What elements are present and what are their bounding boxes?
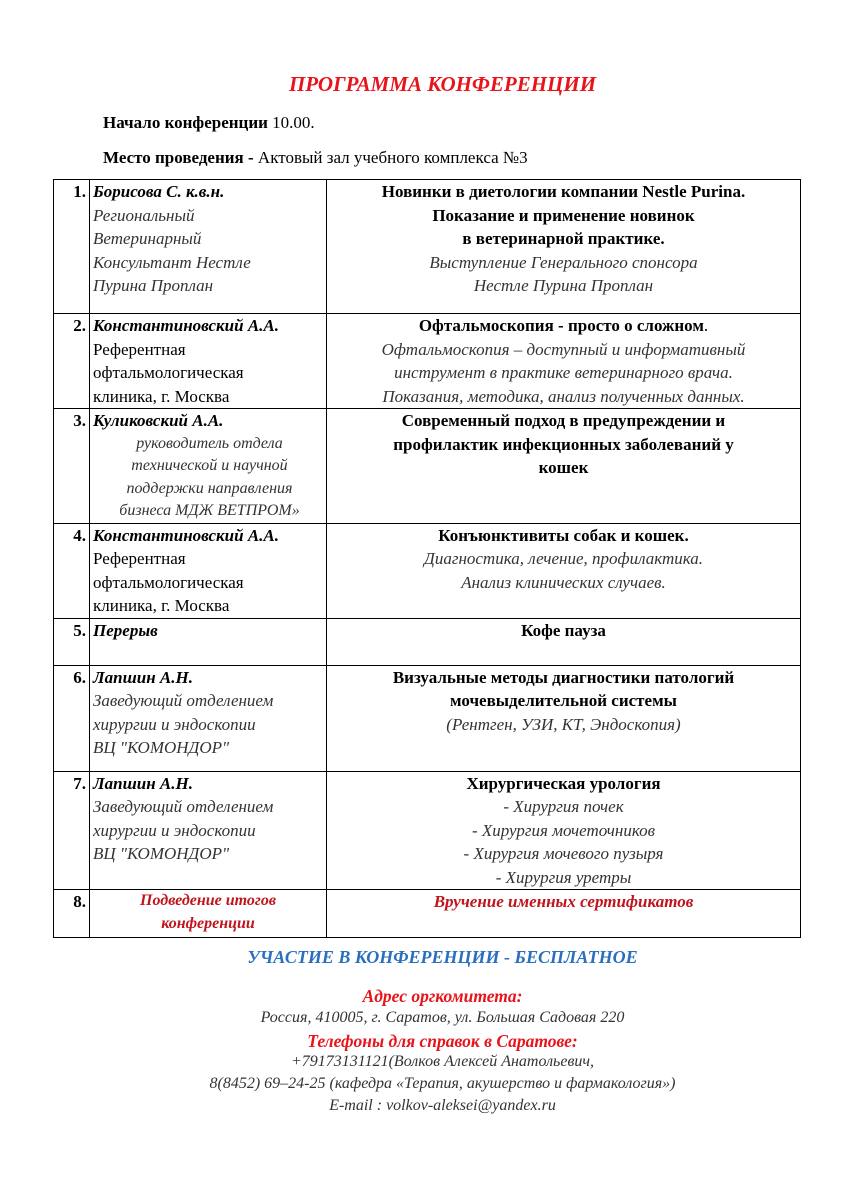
speaker-position: Пурина Проплан	[93, 276, 214, 295]
row-number: 4.	[54, 523, 90, 618]
speaker-position: ВЦ "КОМОНДОР"	[93, 738, 230, 757]
speaker-cell	[90, 180, 327, 314]
phones-title: Телефоны для справок в Саратове:	[307, 1031, 578, 1051]
speaker-position: офтальмологическая	[93, 572, 244, 592]
speaker-name: Перерыв	[93, 620, 158, 640]
topic-cell	[327, 409, 801, 524]
speaker-cell	[90, 409, 327, 524]
speaker-cell	[90, 665, 327, 771]
speaker-position: Референтная	[93, 339, 186, 359]
topic-cell	[327, 771, 801, 890]
topic-title-period: .	[703, 316, 709, 335]
venue-label: Место проведения -	[103, 148, 254, 167]
speaker-name: Константиновский А.А.	[93, 316, 280, 335]
page-title: ПРОГРАММА КОНФЕРЕНЦИИ	[288, 72, 597, 96]
topic-title: Современный подход в предупреждении и	[401, 411, 726, 430]
speaker-name: Лапшин А.Н.	[93, 773, 193, 793]
topic-description: - Хирургия мочевого пузыря	[463, 844, 664, 863]
speaker-position: ВЦ "КОМОНДОР"	[93, 844, 230, 863]
speaker-position: руководитель отдела	[136, 434, 283, 452]
topic-description: Нестле Пурина Проплан	[473, 276, 654, 295]
speaker-cell	[90, 771, 327, 890]
speaker-position: Региональный	[93, 205, 195, 225]
speaker-name: Куликовский А.А.	[93, 411, 224, 430]
topic-description: Офтальмоскопия – доступный и информативный	[381, 339, 746, 359]
start-time-value: 10.00.	[267, 113, 315, 132]
table-row	[54, 409, 801, 524]
table-row	[54, 180, 801, 314]
row-number: 1.	[54, 180, 90, 314]
program-table	[53, 179, 801, 938]
topic-description: Анализ клинических случаев.	[461, 572, 666, 592]
topic-title: Новинки в диетологии компании Nestle Purina.	[381, 182, 746, 201]
topic-title: Кофе пауза	[521, 620, 606, 640]
topic-description: - Хирургия почек	[503, 797, 624, 816]
speaker-name: Константиновский А.А.	[93, 525, 280, 545]
address-title: Адрес оргкомитета:	[362, 986, 523, 1006]
email-line: E-mail : volkov-aleksei@yandex.ru	[329, 1097, 556, 1114]
speaker-position: хирургии и эндоскопии	[93, 820, 256, 840]
topic-title-line	[327, 314, 800, 338]
topic-cell	[327, 314, 801, 409]
table-row	[54, 771, 801, 890]
table-row	[54, 890, 801, 938]
speaker-cell	[90, 890, 327, 938]
speaker-cell	[90, 314, 327, 409]
speaker-cell	[90, 618, 327, 665]
speaker-name: Подведение итогов	[140, 892, 276, 909]
topic-cell	[327, 180, 801, 314]
start-time-line	[103, 113, 315, 133]
table-row	[54, 314, 801, 409]
table-row	[54, 523, 801, 618]
speaker-position: офтальмологическая	[93, 363, 244, 382]
topic-title: профилактик инфекционных заболеваний у	[393, 434, 734, 454]
topic-cell	[327, 523, 801, 618]
table-row	[54, 618, 801, 665]
free-participation-notice: УЧАСТИЕ В КОНФЕРЕНЦИИ - БЕСПЛАТНОЕ	[247, 947, 638, 967]
topic-description: Показания, методика, анализ полученных данных.	[382, 386, 745, 406]
topic-description: Выступление Генерального спонсора	[429, 252, 698, 272]
speaker-position: технической и научной	[131, 457, 288, 474]
speaker-cell	[90, 523, 327, 618]
speaker-name: Лапшин А.Н.	[93, 667, 193, 687]
phone-line: 8(8452) 69–24-25 (кафедра «Терапия, акушерство и фармакология»)	[209, 1075, 676, 1092]
speaker-position: клиника, г. Москва	[93, 596, 230, 615]
row-number: 7.	[54, 771, 90, 890]
row-number: 8.	[54, 890, 90, 938]
topic-title: Вручение именных сертификатов	[433, 892, 694, 911]
speaker-position: хирургии и эндоскопии	[93, 714, 256, 734]
topic-title: Конъюнктивиты собак и кошек.	[438, 525, 689, 545]
topic-title: в ветеринарной практике.	[462, 229, 665, 248]
speaker-name: Борисова С. к.в.н.	[93, 182, 225, 201]
address-text: Россия, 410005, г. Саратов, ул. Большая Садовая 220	[260, 1009, 625, 1026]
row-number: 3.	[54, 409, 90, 524]
topic-title: Визуальные методы диагностики патологий	[392, 667, 735, 687]
speaker-position: Заведующий отделением	[93, 797, 274, 816]
topic-title: Офтальмоскопия - просто о сложном	[418, 316, 704, 335]
topic-description: - Хирургия мочеточников	[471, 820, 656, 840]
start-time-label: Начало конференции	[103, 113, 268, 132]
topic-title: Хирургическая урология	[466, 773, 661, 793]
topic-cell	[327, 618, 801, 665]
speaker-position: Ветеринарный	[93, 229, 202, 248]
speaker-position: Консультант Нестле	[93, 252, 251, 272]
row-number: 6.	[54, 665, 90, 771]
row-number: 5.	[54, 618, 90, 665]
speaker-position: Референтная	[93, 549, 186, 568]
topic-title: Показание и применение новинок	[432, 205, 695, 225]
topic-description: инструмент в практике ветеринарного врача.	[394, 363, 733, 382]
venue-value: Актовый зал учебного комплекса №3	[253, 148, 528, 167]
topic-cell	[327, 665, 801, 771]
speaker-position: поддержки направления	[126, 479, 293, 497]
topic-description: - Хирургия уретры	[495, 867, 632, 887]
topic-title: кошек	[538, 458, 589, 477]
table-row	[54, 665, 801, 771]
venue-line	[103, 148, 528, 168]
topic-description: Диагностика, лечение, профилактика.	[424, 549, 703, 568]
speaker-position: клиника, г. Москва	[93, 386, 230, 406]
topic-cell	[327, 890, 801, 938]
speaker-position: бизнеса МДЖ ВЕТПРОМ»	[119, 502, 300, 519]
speaker-name: конференции	[161, 914, 255, 932]
speaker-position: Заведующий отделением	[93, 691, 274, 710]
phone-line: +79173131121(Волков Алексей Анатольевич,	[290, 1053, 595, 1070]
topic-title: мочевыделительной системы	[450, 691, 677, 710]
topic-description: (Рентген, УЗИ, КТ, Эндоскопия)	[446, 714, 681, 734]
row-number: 2.	[54, 314, 90, 409]
